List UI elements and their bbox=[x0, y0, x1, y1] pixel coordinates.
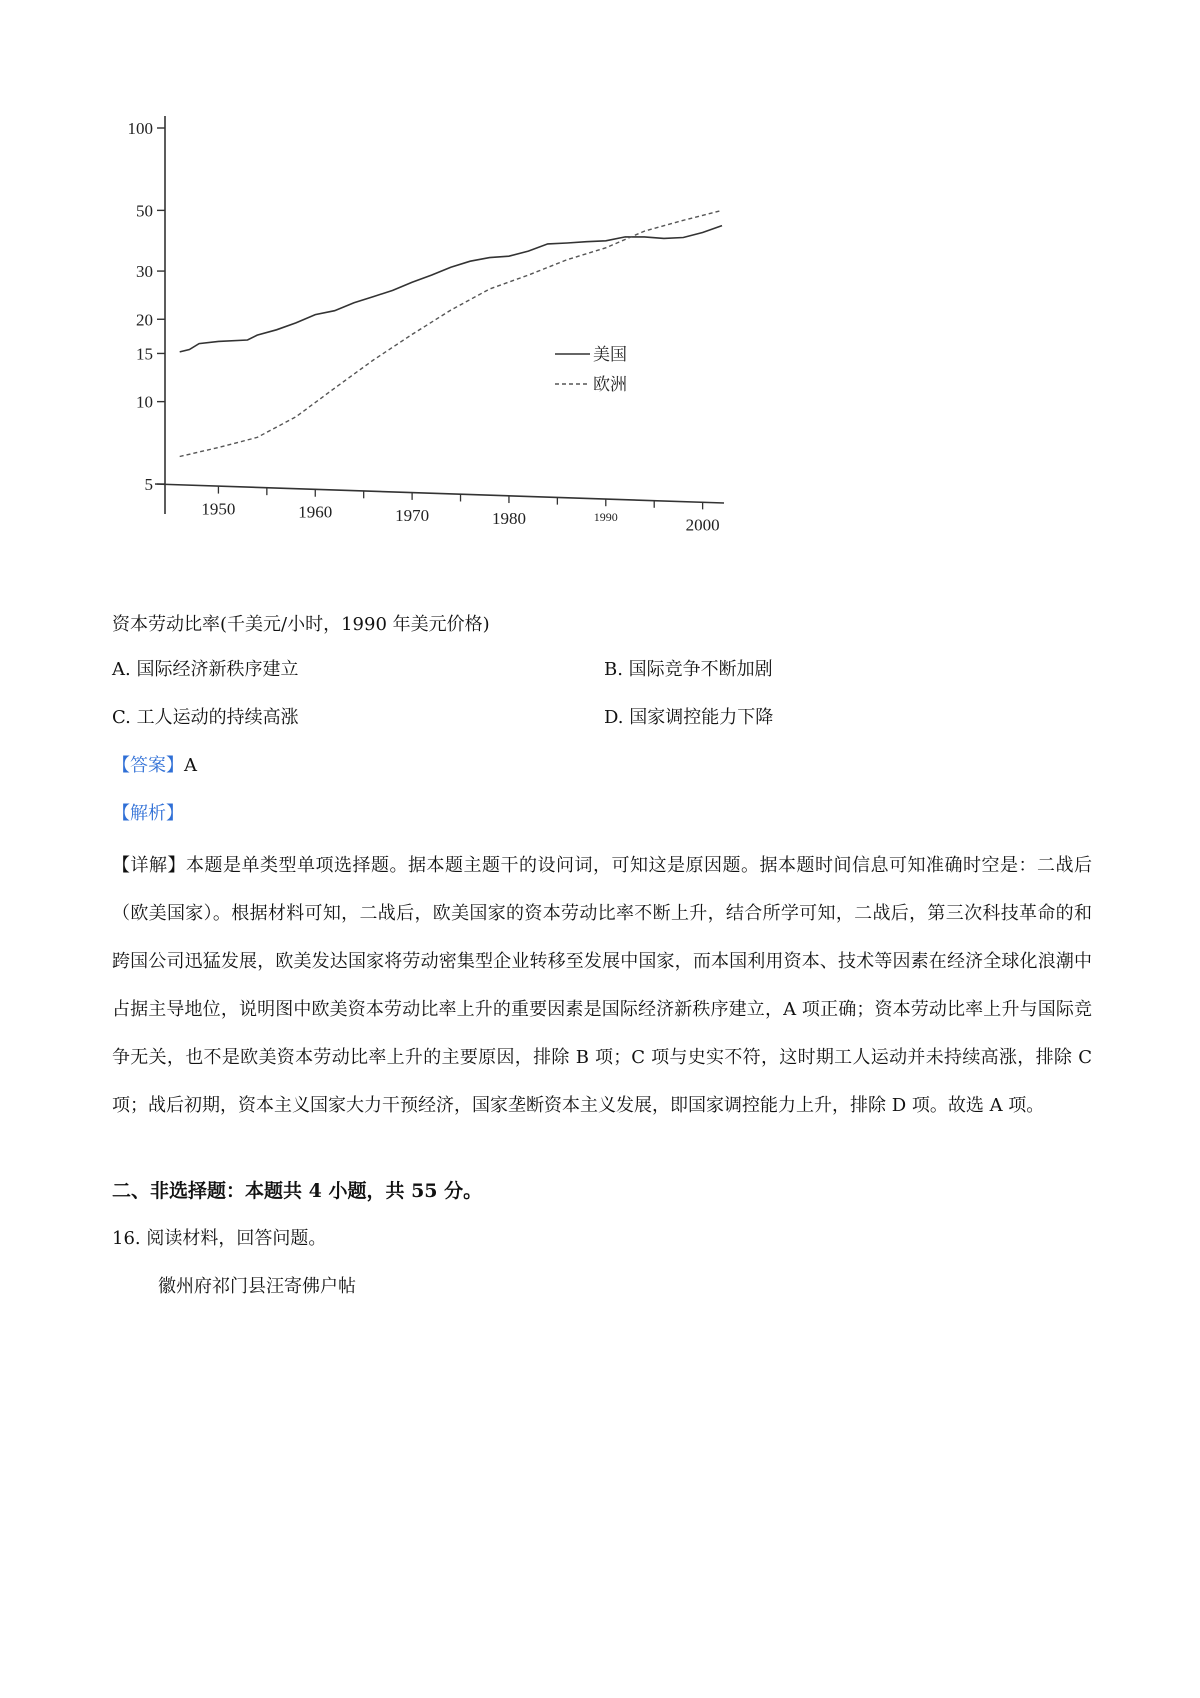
y-tick-label: 10 bbox=[136, 392, 153, 412]
answer-label: 【答案】 bbox=[112, 755, 184, 776]
chart-canvas bbox=[110, 110, 810, 600]
answer-value: A bbox=[184, 755, 197, 776]
option-c: C. 工人运动的持续高涨 bbox=[112, 707, 299, 728]
answer-line bbox=[112, 753, 197, 779]
y-tick-label: 50 bbox=[136, 201, 153, 221]
y-tick-label: 15 bbox=[136, 344, 153, 364]
material-title: 徽州府祁门县汪寄佛户帖 bbox=[158, 1276, 356, 1297]
x-tick-label: 2000 bbox=[685, 515, 720, 535]
y-tick-label: 20 bbox=[136, 310, 153, 330]
x-tick-label: 1950 bbox=[201, 499, 236, 519]
x-axis bbox=[155, 484, 724, 503]
x-tick-label: 1990 bbox=[593, 510, 618, 525]
chart-caption: 资本劳动比率(千美元/小时，1990 年美元价格) bbox=[112, 614, 490, 635]
option-d: D. 国家调控能力下降 bbox=[604, 707, 774, 728]
series-line-0 bbox=[180, 226, 722, 352]
y-tick-label: 30 bbox=[136, 262, 153, 282]
analysis-line bbox=[112, 801, 184, 827]
capital-labor-ratio-chart bbox=[110, 110, 810, 600]
y-tick-label: 5 bbox=[144, 475, 153, 494]
detail-paragraph bbox=[112, 842, 1092, 1130]
x-tick-label: 1980 bbox=[491, 509, 526, 529]
detail-body: 本题是单类型单项选择题。据本题主题干的设问词，可知这是原因题。据本题时间信息可知准确时空是：二战后（欧美国家）。根据材料可知，二战后，欧美国家的资本劳动比率不断上升，结合所学可知，二战后，第三次科技革命的和跨国公司迅猛发展，欧美发达国家将劳动密集型企业转移至发展中国家，而本国利用资本、技术等因素在经济全球化浪潮中占据主导地位，说明图中欧美资本劳动比率上升的重要因素是国际经济新秩序建立，A 项正确；资本劳动比率上升与国际竞争无关，也不是欧美资本劳动比率上升的主要原因，排除 B 项；C 项与史实不符，这时期工人运动并未持续高涨，排除 C 项；战后初期，资本主义国家大力干预经济，国家垄断资本主义发展，即国家调控能力上升，排除 D 项。故选 A 项。 bbox=[112, 855, 1092, 1116]
y-tick-label: 100 bbox=[127, 119, 153, 138]
legend-label-1: 欧洲 bbox=[593, 375, 627, 394]
question-16: 16. 阅读材料，回答问题。 bbox=[112, 1228, 327, 1249]
option-a: A. 国际经济新秩序建立 bbox=[112, 659, 299, 680]
analysis-label: 【解析】 bbox=[112, 803, 184, 824]
x-tick-label: 1960 bbox=[298, 502, 333, 522]
section-heading: 二、非选择题：本题共 4 小题，共 55 分。 bbox=[112, 1180, 483, 1202]
option-b: B. 国际竞争不断加剧 bbox=[604, 659, 773, 680]
legend-label-0: 美国 bbox=[593, 345, 627, 364]
detail-label: 【详解】 bbox=[112, 855, 186, 876]
x-tick-label: 1970 bbox=[395, 505, 430, 525]
